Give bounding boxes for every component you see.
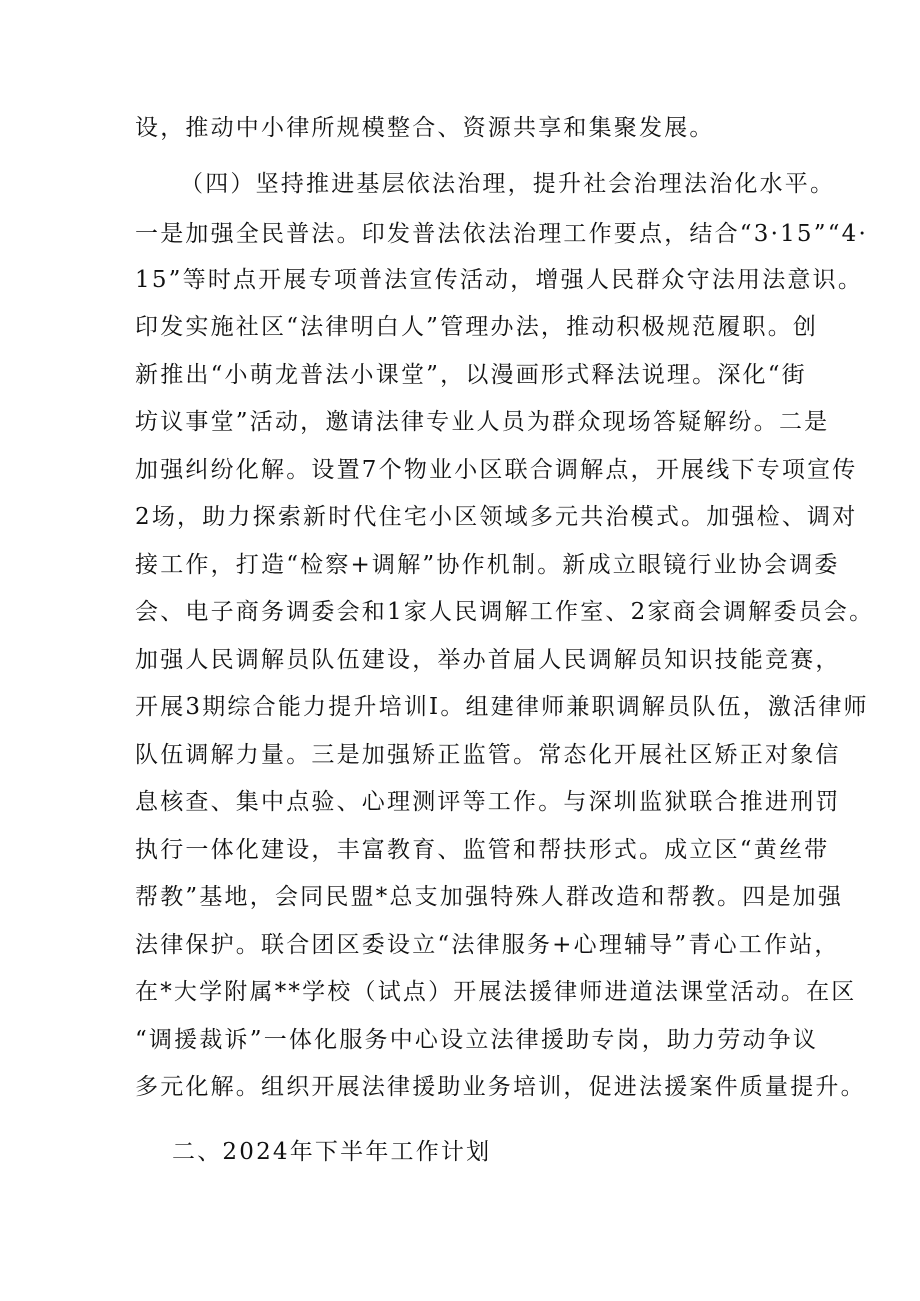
body-text-line: 坊议事堂”活动，邀请法律专业人员为群众现场答疑解纷。二是 — [135, 409, 830, 435]
paragraph-continuation-line: 设，推动中小律所规模整合、资源共享和集聚发展。 — [135, 115, 715, 141]
body-text-line: 在*大学附属**学校（试点）开展法援律师进道法课堂活动。在区 — [135, 979, 857, 1005]
body-text-line: “调援裁诉”一体化服务中心设立法律援助专岗，助力劳动争议 — [135, 1027, 819, 1053]
body-text-line: 会、电子商务调委会和1家人民调解工作室、2家商会调解委员会。 — [135, 599, 875, 625]
section-heading: 二、2024年下半年工作计划 — [172, 1139, 492, 1165]
body-text-line: 开展3期综合能力提升培训I。组建律师兼职调解员队伍，激活律师 — [135, 694, 869, 720]
body-text-line: 法律保护。联合团区委设立“法律服务+心理辅导”青心工作站， — [135, 932, 840, 958]
body-text-line: 帮教”基地，会同民盟*总支加强特殊人群改造和帮教。四是加强 — [135, 884, 844, 910]
body-text-line: 2场，助力探索新时代住宅小区领域多元共治模式。加强检、调对 — [135, 504, 858, 530]
body-text-line: 印发实施社区“法律明白人”管理办法，推动积极规范履职。创 — [135, 314, 819, 340]
body-text-line: 15”等时点开展专项普法宣传活动，增强人民群众守法用法意识。 — [135, 267, 864, 293]
body-text-line: 队伍调解力量。三是加强矫正监管。常态化开展社区矫正对象信 — [135, 742, 841, 768]
body-text-line: 一是加强全民普法。印发普法依法治理工作要点，结合“3·15”“4· — [135, 221, 869, 247]
body-text-line: 多元化解。组织开展法律援助业务培训，促进法援案件质量提升。 — [135, 1074, 866, 1100]
body-text-line: 息核查、集中点验、心理测评等工作。与深圳监狱联合推进刑罚 — [135, 789, 841, 815]
body-text-line: 执行一体化建设，丰富教育、监管和帮扶形式。成立区“黄丝带 — [135, 837, 830, 863]
body-text-line: 接工作，打造“检察+调解”协作机制。新成立眼镜行业协会调委 — [135, 552, 840, 578]
body-text-line: 加强人民调解员队伍建设，举办首届人民调解员知识技能竞赛， — [135, 647, 841, 673]
body-text-line: 新推出“小萌龙普法小课堂”，以漫画形式释法说理。深化“街 — [135, 362, 807, 388]
subsection-heading-four: （四）坚持推进基层依法治理，提升社会治理法治化水平。 — [180, 171, 836, 197]
body-text-line: 加强纠纷化解。设置7个物业小区联合调解点，开展线下专项宣传 — [135, 457, 858, 483]
